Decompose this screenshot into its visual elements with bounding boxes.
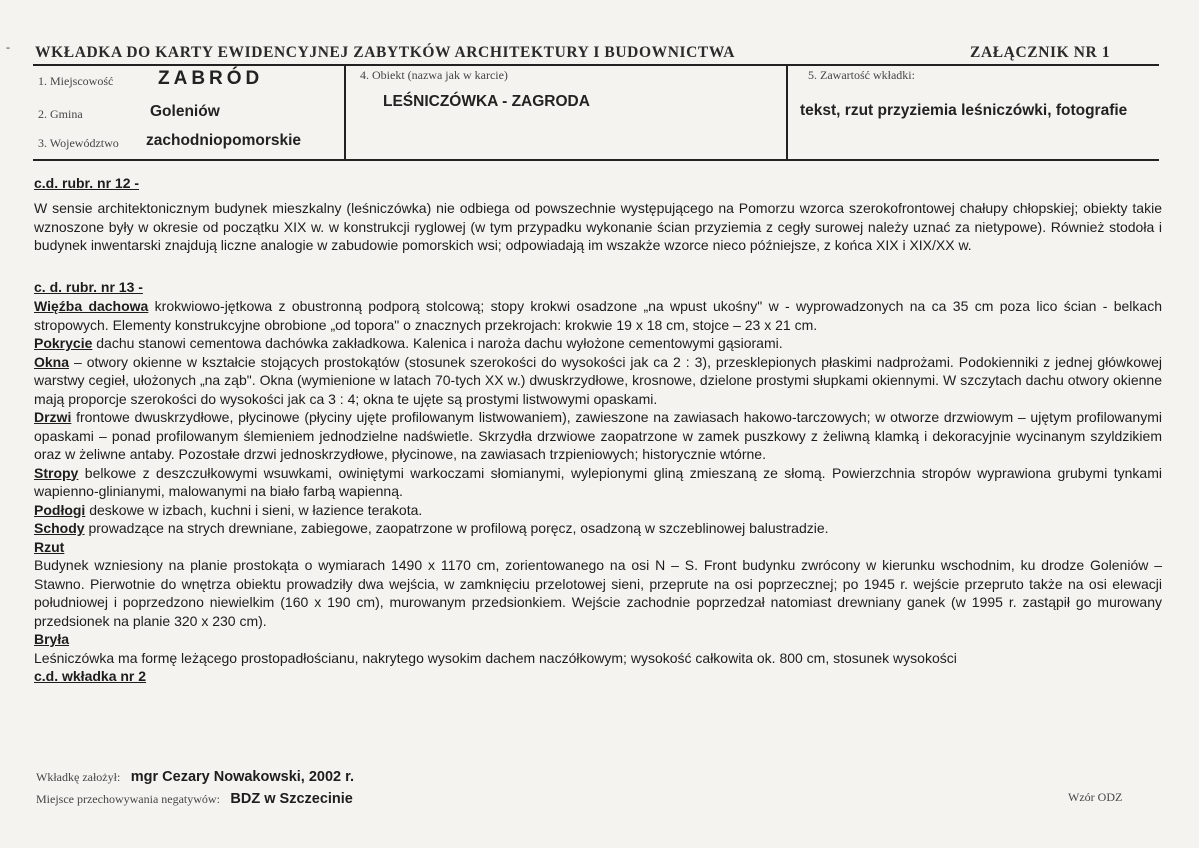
appendix-label: ZAŁĄCZNIK NR 1 [970, 44, 1111, 61]
voivodeship-value: zachodniopomorskie [146, 132, 302, 149]
continued-ref: c.d. wkładka nr 2 [34, 668, 147, 684]
ceilings-text: belkowe z deszczułkowymi wsuwkami, owiniętymi warkoczami słomianymi, wylepionymi gliną zmieszaną ze słomą. Powierzchnia stropów wyprawiona grubymi tynkami wapienno-glinianymi, malowanymi na biało farbą wapienną. [34, 464, 1162, 499]
roof-structure-text: krokwiowo-jętkowa z obustronną podporą stolcową; stopy krokwi osadzone „na wpust ukośny" w - wyprowadzonych na ca 35 cm poza lico ścian - belkach stropowych. Elementy konstrukcyjne obrobione „od topora" o znacznych przekrojach: krokwie 19 x 18 cm, stojce – 23 x 21 cm. [34, 298, 1162, 333]
floors-term: Podłogi [34, 501, 86, 518]
document-title: WKŁADKA DO KARTY EWIDENCYJNEJ ZABYTKÓW ARCHITEKTURY I BUDOWNICTWA [35, 44, 736, 61]
table-divider-2 [786, 64, 788, 160]
floors-paragraph [34, 501, 1162, 520]
continuation-ref-12: c.d. rubr. nr 12 - [34, 175, 140, 191]
doors-paragraph [34, 408, 1162, 464]
plan-term: Rzut [34, 538, 65, 555]
doors-term: Drzwi [34, 409, 72, 425]
massing-paragraph: Leśniczówka ma formę leżącego prostopadłościanu, nakrytego wysokim dachem naczółkowym; wysokość całkowita ok. 800 cm, stosunek wysokości [34, 649, 957, 666]
plan-paragraph: Budynek wzniesiony na planie prostokąta o wymiarach 1490 x 1170 cm, zorientowanego na osi N – S. Front budynku zwrócony w kierunku wschodnim, ku drodze Goleniów – Stawno. Pierwotnie do wnętrza obiektu prowadziły dwa wejścia, w zamknięciu przelotowej sieni, przeprute na osi poprzecznej; po 1945 r. wejście przepruto także na osi elewacji południowej i poprzedzono niewielkim (160 x 190 cm), murowanym przedsionkiem. Wejście zachodnie poprzedzał natomiast drewniany ganek (w 1995 r. zastąpił go murowany przedsionek na planie 320 x 230 cm). [34, 557, 1162, 629]
section-13-body [34, 297, 1162, 686]
massing-heading-line [34, 630, 1162, 649]
author-label: Wkładkę założył: [36, 770, 121, 784]
windows-paragraph [34, 353, 1162, 409]
voivodeship-label: 3. Województwo [38, 136, 119, 150]
paragraph-12-text: W sensie architektonicznym budynek mieszkalny (leśniczówka) nie odbiega od powszechnie występującego na Pomorzu wzorca szerokofrontowej chałupy chłopskiej; obiekty takie wznoszone były w okresie od początku XIX w. w konstrukcji ryglowej (w tym przypadku wykonanie ścian przyziemia z cegły surowej należy uznać za nietypowe). Również stodoła i budynek inwentarski znajdują liczne analogie w zabudowie pomorskich wsi; odpowiadają im wszakże wzorce nieco późniejsze, z końca XIX i XIX/XX w. [34, 200, 1162, 253]
storage-line [36, 790, 353, 808]
roof-structure-term: Więźba dachowa [34, 298, 149, 314]
author-line [36, 768, 354, 786]
roof-structure-paragraph [34, 297, 1162, 334]
locality-label: 1. Miejscowość [38, 74, 114, 88]
doors-text: frontowe dwuskrzydłowe, płycinowe (płyciny ujęte profilowanym listwowaniem), zawieszone na zawiasach hakowo-tarczowych; w otworze drzwiowym – ujętym profilowanymi opaskami – ponad profilowanym ślemieniem jednodzielne nadświetle. Skrzydła drzwiowe zaopatrzone w zamek puszkowy z żeliwną klamką i dekoracyjnie wycinanym szyldzikiem oraz w żeliwne antaby. Pozostałe drzwi jednoskrzydłowe, płycinowe, na zawiasach trzpieniowych; historycznie wtórne. [34, 409, 1162, 462]
roofing-term: Pokrycie [34, 335, 93, 351]
storage-label: Miejsce przechowywania negatywów: [36, 792, 220, 806]
storage-value: BDZ w Szczecinie [230, 791, 353, 807]
massing-term: Bryła [34, 631, 70, 647]
table-bottom-border [33, 159, 1159, 161]
continued-line [34, 667, 1162, 686]
floors-text: deskowe w izbach, kuchni i sieni, w łazience terakota. [85, 501, 423, 518]
windows-text: – otwory okienne w kształcie stojących prostokątów (stosunek szerokości do wysokości jak ca 2 : 3), przesklepionych płaskimi nadprożami. Podokienniki z jednej główkowej warstwy cegieł, ułożonych „na ząb". Okna (wymienione w latach 70-tych XX w.) dwuskrzydłowe, krosnowe, dzielone prostymi słupkami okiennymi. W szczytach dachu otwory okienne mają proporcje szerokości do wysokości jak ca 3 : 4; okna te ujęte są prostymi listwowymi opaskami. [34, 353, 1162, 407]
plan-heading-line [34, 538, 1162, 557]
ceilings-paragraph [34, 464, 1162, 501]
continuation-ref-13: c. d. rubr. nr 13 - [34, 279, 143, 295]
object-label: 4. Obiekt (nazwa jak w karcie) [360, 68, 508, 82]
stairs-term: Schody [34, 520, 85, 536]
commune-label: 2. Gmina [38, 107, 83, 121]
template-label: Wzór ODZ [1068, 790, 1123, 804]
commune-value: Goleniów [150, 103, 220, 120]
object-value: LEŚNICZÓWKA - ZAGRODA [383, 93, 590, 110]
table-divider-1 [344, 64, 346, 160]
stairs-text: prowadzące na strych drewniane, zabiegowe, zaopatrzone w profilową poręcz, osadzoną w szczeblinowej balustradzie. [84, 520, 829, 536]
roofing-paragraph [34, 334, 1162, 353]
locality-value: ZABRÓD [158, 68, 264, 89]
contents-value: tekst, rzut przyziemia leśniczówki, fotografie [800, 102, 1128, 119]
stairs-paragraph [34, 519, 1162, 538]
roofing-text: dachu stanowi cementowa dachówka zakładkowa. Kalenica i naroża dachu wyłożone cementowymi gąsiorami. [92, 335, 783, 351]
author-value: mgr Cezary Nowakowski, 2002 r. [130, 769, 354, 785]
corner-mark: - [6, 40, 10, 54]
ceilings-term: Stropy [34, 464, 79, 481]
paragraph-12 [34, 199, 1162, 255]
windows-term: Okna [34, 353, 70, 370]
table-top-border [33, 64, 1159, 66]
contents-label: 5. Zawartość wkładki: [808, 68, 915, 82]
